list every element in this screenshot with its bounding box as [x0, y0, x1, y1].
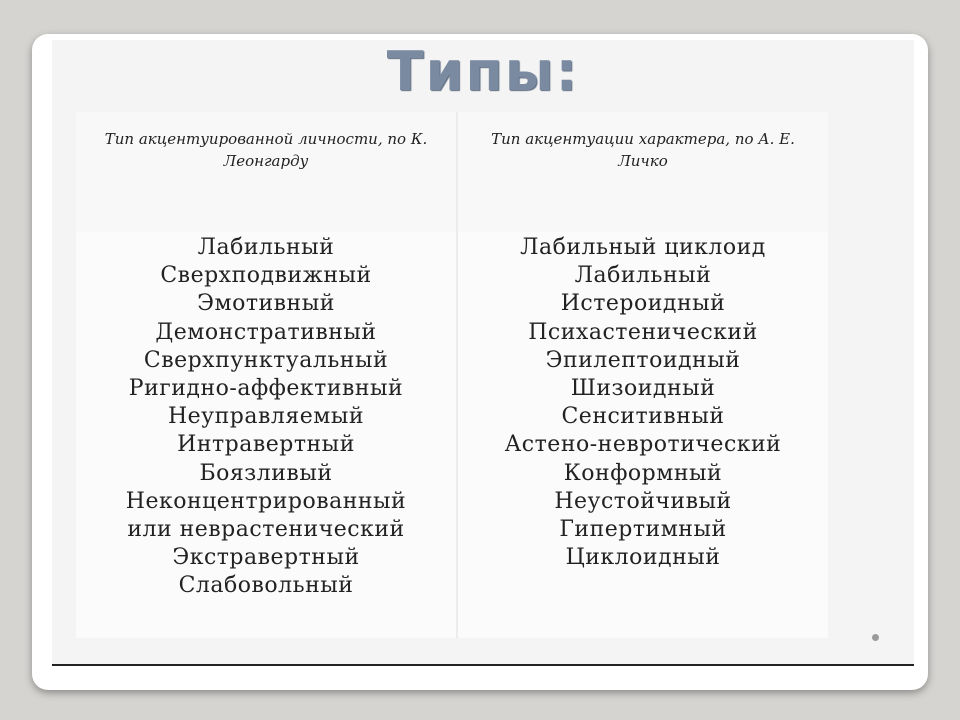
list-item: Демонстративный — [155, 319, 377, 345]
header-leonhard: Тип акцентуированной личности, по К. Леонгарду — [104, 130, 428, 170]
list-item: Эмотивный — [197, 291, 335, 317]
list-item: Циклоидный — [565, 545, 721, 571]
list-item: Психастенический — [528, 319, 758, 345]
list-item: Астено-невротический — [504, 432, 782, 458]
list-item: Конформный — [563, 460, 723, 486]
footer-divider — [52, 664, 914, 666]
list-item: Неустойчивый — [554, 488, 732, 514]
list-item: Экстравертный — [172, 545, 360, 571]
list-item: Истероидный — [560, 291, 726, 317]
slide-content — [52, 40, 914, 666]
list-item: Лабильный — [574, 263, 712, 289]
list-item: Боязливый — [199, 460, 333, 486]
list-item: Сенситивный — [561, 404, 725, 430]
list-item: Интравертный — [177, 432, 355, 458]
list-item: Сверхпунктуальный — [143, 347, 389, 373]
list-item: Шизоидный — [570, 376, 716, 402]
slide — [32, 34, 928, 690]
lichko-types-list — [458, 234, 828, 572]
list-item: Неконцентрированный — [125, 488, 407, 514]
slide-title: Типы: — [386, 40, 580, 103]
slide-dot-icon — [872, 634, 879, 641]
list-item: Неуправляемый — [167, 404, 365, 430]
list-item: Лабильный — [197, 235, 335, 260]
header-lichko: Тип акцентуации характера, по А. Е. Личко — [491, 130, 795, 170]
leonhard-types-list — [76, 234, 456, 601]
list-item: Ригидно-аффективный — [128, 376, 404, 402]
list-item: Эпилептоидный — [545, 347, 741, 373]
list-item: Лабильный циклоид — [520, 235, 766, 260]
types-table — [76, 112, 828, 638]
list-item: Сверхподвижный — [160, 263, 372, 289]
list-item: Гипертимный — [559, 517, 727, 543]
list-item: Слабовольный — [178, 573, 354, 599]
list-item: или неврастенический — [127, 517, 405, 543]
